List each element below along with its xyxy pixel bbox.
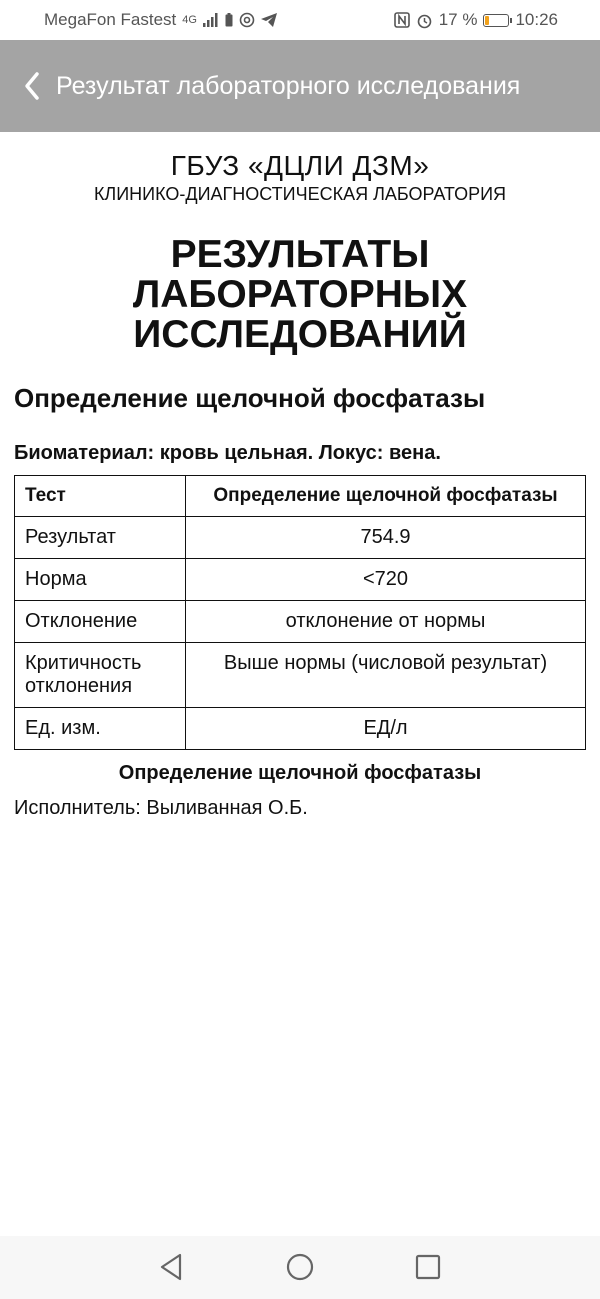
- signal-icon: [203, 13, 219, 27]
- footer-caption: Определение щелочной фосфатазы: [118, 762, 482, 784]
- results-table: [14, 475, 586, 750]
- row-value: ЕД/л: [186, 708, 586, 750]
- battery-level: [485, 16, 489, 25]
- row-label: Критичность отклонения: [15, 643, 186, 708]
- report-document: [0, 132, 600, 820]
- row-value: отклонение от нормы: [186, 601, 586, 643]
- status-right: [394, 10, 558, 30]
- network-type: 4G: [182, 13, 197, 26]
- nfc-icon: [394, 12, 410, 28]
- biomaterial-info: Биоматериал: кровь цельная. Локус: вена.: [14, 442, 441, 464]
- battery-icon: [483, 14, 509, 27]
- table-row: [15, 708, 586, 750]
- at-icon: [239, 12, 255, 28]
- status-bar: [0, 0, 600, 40]
- table-row: [15, 601, 586, 643]
- table-row: [15, 517, 586, 559]
- table-header-row: [15, 476, 586, 517]
- square-recents-icon[interactable]: [413, 1252, 443, 1282]
- alarm-icon: [416, 12, 433, 29]
- header-label: Тест: [15, 476, 186, 517]
- table-row: [15, 643, 586, 708]
- row-label: Результат: [15, 517, 186, 559]
- row-value: Выше нормы (числовой результат): [186, 643, 586, 708]
- carrier-name: MegaFon Fastest: [44, 10, 177, 29]
- row-value: <720: [186, 559, 586, 601]
- header-value: Определение щелочной фосфатазы: [186, 476, 586, 517]
- performer: Исполнитель: Выливанная О.Б.: [14, 797, 308, 819]
- triangle-back-icon[interactable]: [156, 1252, 186, 1282]
- status-left: [44, 10, 277, 30]
- org-subtitle: КЛИНИКО-ДИАГНОСТИЧЕСКАЯ ЛАБОРАТОРИЯ: [93, 184, 507, 204]
- org-name: ГБУЗ «ДЦЛИ ДЗМ»: [170, 150, 430, 181]
- system-nav-bar: [0, 1236, 600, 1299]
- row-label: Отклонение: [15, 601, 186, 643]
- chevron-left-icon[interactable]: [22, 70, 44, 102]
- circle-home-icon[interactable]: [285, 1252, 315, 1282]
- battery-percent: 17 %: [438, 10, 478, 29]
- report-title: РЕЗУЛЬТАТЫ ЛАБОРАТОРНЫХ ИССЛЕДОВАНИЙ: [132, 233, 468, 356]
- battery-small-icon: [225, 13, 233, 27]
- app-bar: [0, 40, 600, 132]
- clock: 10:26: [515, 10, 558, 29]
- test-heading: Определение щелочной фосфатазы: [14, 383, 486, 413]
- app-bar-title: Результат лабораторного исследования: [56, 72, 521, 100]
- row-value: 754.9: [186, 517, 586, 559]
- row-label: Норма: [15, 559, 186, 601]
- telegram-icon: [261, 13, 277, 27]
- row-label: Ед. изм.: [15, 708, 186, 750]
- table-row: [15, 559, 586, 601]
